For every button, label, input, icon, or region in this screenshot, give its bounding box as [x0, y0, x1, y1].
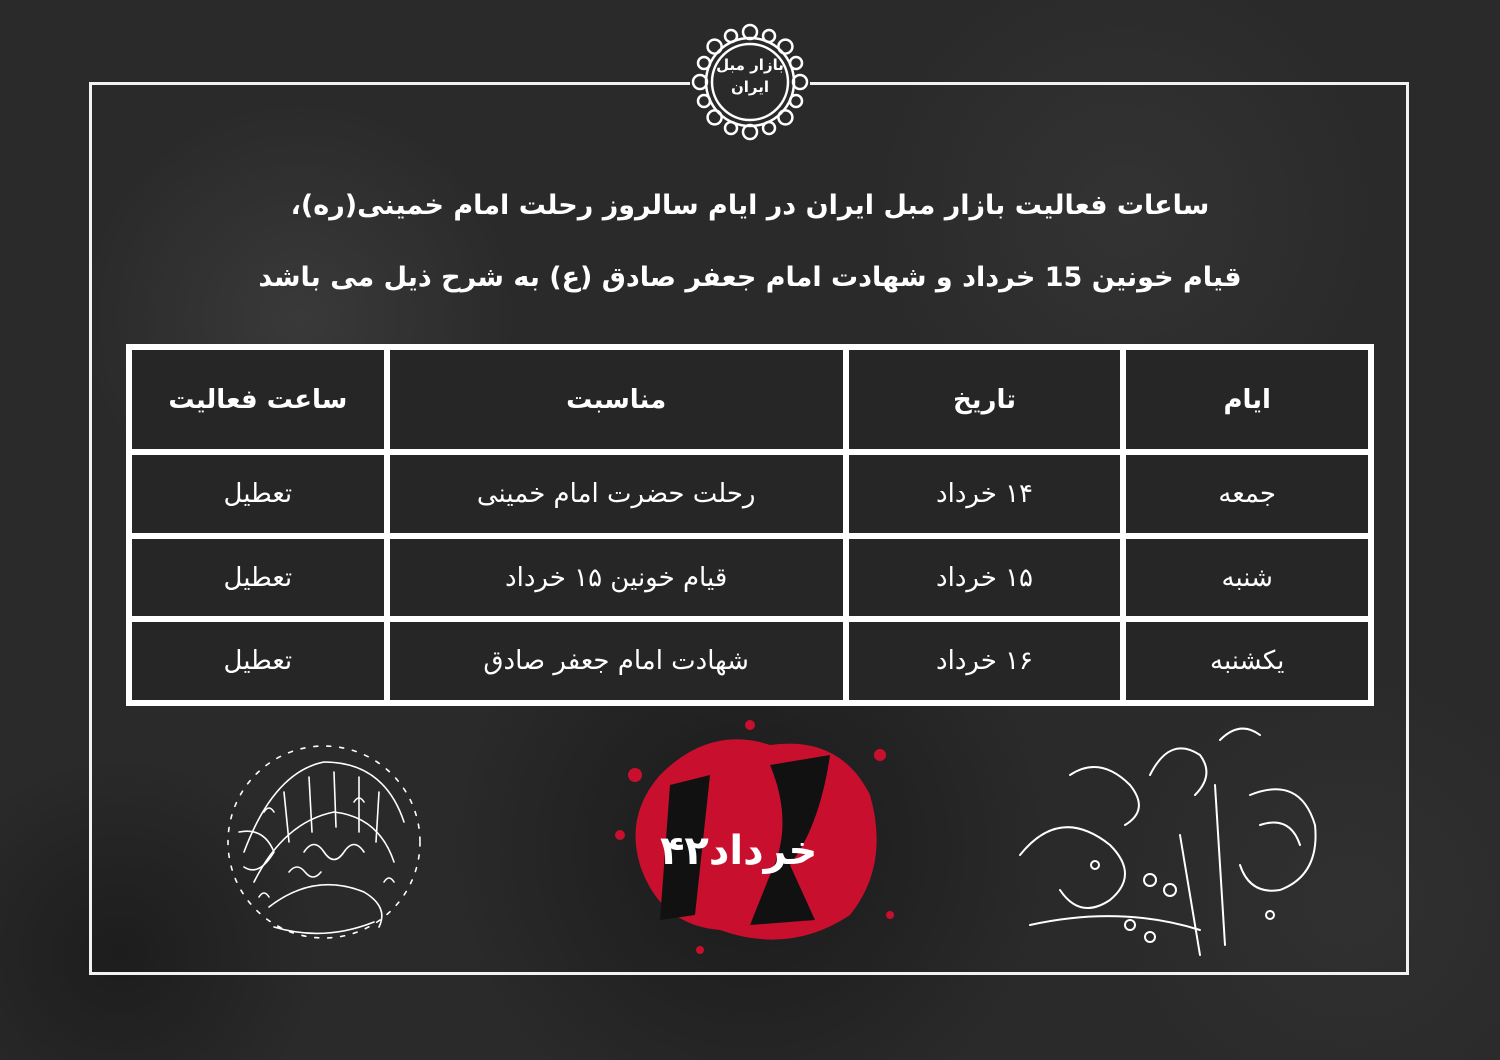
logo-text [690, 54, 810, 98]
imam-khomeini-calligraphy-art [1000, 715, 1330, 970]
cell-occasion: رحلت حضرت امام خمینی [390, 455, 843, 533]
cell-hours: تعطیل [132, 539, 384, 617]
cell-occasion: شهادت امام جعفر صادق [390, 622, 843, 700]
table-row [132, 455, 1368, 533]
cell-date: ۱۴ خرداد [849, 455, 1121, 533]
header-line-2: قیام خونین 15 خرداد و شهادت امام جعفر صادق (ع) به شرح ذیل می باشد [258, 262, 1242, 293]
logo-line-1: بازار مبل [716, 56, 784, 74]
logo-line-2: ایران [730, 78, 770, 96]
calligraphy-name-icon [1000, 715, 1330, 970]
cell-occasion: قیام خونین ۱۵ خرداد [390, 539, 843, 617]
cell-day: جمعه [1126, 455, 1368, 533]
table-row [132, 622, 1368, 700]
cell-hours: تعطیل [132, 455, 384, 533]
cell-day: یکشنبه [1126, 622, 1368, 700]
khordad-42-label [660, 828, 817, 874]
header-line-1: ساعات فعالیت بازار مبل ایران در ایام سالروز رحلت امام خمینی(ره)، [290, 190, 1210, 221]
table-header-row [132, 350, 1368, 449]
header-hours: ساعت فعالیت [132, 350, 384, 449]
cell-day: شنبه [1126, 539, 1368, 617]
header-days: ایام [1126, 350, 1368, 449]
calligraphy-circle-icon [214, 732, 434, 952]
cell-hours: تعطیل [132, 622, 384, 700]
table-row [132, 539, 1368, 617]
header-date: تاریخ [849, 350, 1121, 449]
cell-date: ۱۵ خرداد [849, 539, 1121, 617]
khordad-15-art [600, 715, 900, 955]
brand-logo [690, 22, 810, 142]
schedule-table [126, 344, 1374, 706]
cell-date: ۱۶ خرداد [849, 622, 1121, 700]
circular-calligraphy-art [214, 732, 434, 952]
header-occasion: مناسبت [390, 350, 843, 449]
khordad-42-text: خرداد۴۲ [660, 828, 818, 874]
